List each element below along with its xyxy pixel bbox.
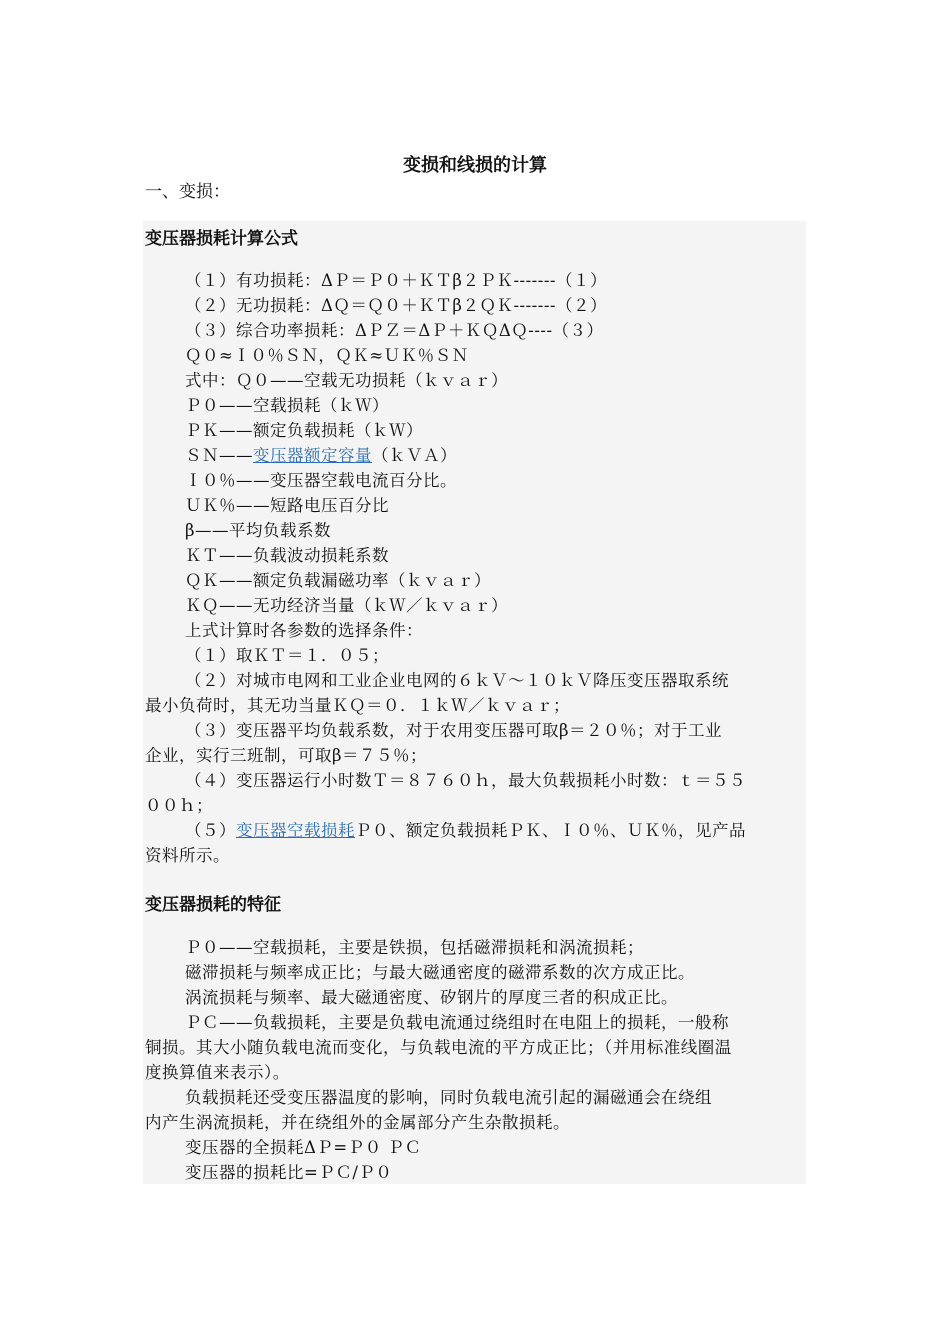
document-title: 变损和线损的计算 — [403, 155, 547, 176]
condition-line: （４）变压器运行小时数Ｔ＝８７６０ｈ，最大负载损耗小时数：ｔ＝５５ — [185, 771, 746, 790]
definition-line: ＫＴ——负载波动损耗系数 — [185, 546, 389, 565]
condition-line: 资料所示。 — [145, 846, 230, 865]
condition-line: 企业，实行三班制，可取β＝７５％； — [145, 746, 428, 765]
cond5-prefix: （５） — [185, 821, 236, 840]
definition-line: ＵＫ％——短路电压百分比 — [185, 496, 389, 515]
condition-line: （１）取ＫＴ＝１．０５； — [185, 646, 389, 665]
formula-line: 变压器的全损耗ΔＰ=Ｐ０ ＰＣ — [185, 1138, 422, 1157]
definition-line: Ｐ０——空载损耗（ｋＷ） — [185, 396, 389, 415]
formula-heading: 变压器损耗计算公式 — [145, 229, 298, 249]
formula-line: 变压器的损耗比=ＰＣ/Ｐ０ — [185, 1163, 393, 1182]
section-label: 一、变损： — [145, 182, 230, 202]
definition-line: β——平均负载系数 — [185, 521, 332, 540]
condition-line: （３）变压器平均负载系数，对于农用变压器可取β＝２０％；对于工业 — [185, 721, 723, 740]
condition-line: ００ｈ； — [145, 796, 213, 815]
condition-line: 最小负荷时，其无功当量ＫＱ＝０．１ｋＷ／ｋｖａｒ； — [145, 696, 570, 715]
paragraph-line: 涡流损耗与频率、最大磁通密度、矽钢片的厚度三者的积成正比。 — [185, 988, 678, 1007]
definition-line: ＫＱ——无功经济当量（ｋＷ／ｋｖａｒ） — [185, 596, 508, 615]
definition-line: Ｉ０％——变压器空载电流百分比。 — [185, 471, 457, 490]
characteristics-heading: 变压器损耗的特征 — [145, 895, 281, 915]
formula-line: （１）有功损耗：ΔＰ＝Ｐ０＋ＫＴβ２ＰＫ-------（１） — [185, 271, 607, 290]
condition-line-5 — [185, 818, 807, 843]
definition-line: ＰＫ——额定负载损耗（ｋＷ） — [185, 421, 423, 440]
condition-line: （２）对城市电网和工业企业电网的６ｋＶ～１０ｋＶ降压变压器取系统 — [185, 671, 729, 690]
paragraph-line: Ｐ０——空载损耗，主要是铁损，包括磁滞损耗和涡流损耗； — [185, 938, 644, 957]
no-load-loss-link[interactable]: 变压器空载损耗 — [236, 821, 355, 840]
sn-suffix: （ｋＶＡ） — [372, 446, 457, 465]
formula-line: Ｑ０≈Ｉ０％ＳＮ，ＱＫ≈ＵＫ％ＳＮ — [185, 346, 469, 365]
paragraph-line: 度换算值来表示）。 — [145, 1063, 290, 1082]
condition-intro: 上式计算时各参数的选择条件： — [185, 621, 423, 640]
sn-prefix: ＳＮ—— — [185, 446, 253, 465]
definition-line-sn — [185, 443, 807, 468]
paragraph-line: ＰＣ——负载损耗，主要是负载电流通过绕组时在电阻上的损耗，一般称 — [185, 1013, 729, 1032]
paragraph-line: 内产生涡流损耗，并在绕组外的金属部分产生杂散损耗。 — [145, 1113, 570, 1132]
formula-line: （３）综合功率损耗：ΔＰＺ＝ΔＰ＋ＫＱΔＱ----（３） — [185, 321, 604, 340]
cond5-suffix: Ｐ０、额定负载损耗ＰＫ、Ｉ０％、ＵＫ％，见产品 — [355, 821, 746, 840]
rated-capacity-link[interactable]: 变压器额定容量 — [253, 446, 372, 465]
paragraph-line: 铜损。其大小随负载电流而变化，与负载电流的平方成正比；（并用标准线圈温 — [145, 1038, 732, 1057]
formula-line: （２）无功损耗：ΔＱ＝Ｑ０＋ＫＴβ２ＱＫ-------（２） — [185, 296, 607, 315]
definition-line: 式中：Ｑ０——空载无功损耗（ｋｖａｒ） — [185, 371, 508, 390]
paragraph-line: 磁滞损耗与频率成正比；与最大磁通密度的磁滞系数的次方成正比。 — [185, 963, 695, 982]
paragraph-line: 负载损耗还受变压器温度的影响，同时负载电流引起的漏磁通会在绕组 — [185, 1088, 712, 1107]
definition-line: ＱＫ——额定负载漏磁功率（ｋｖａｒ） — [185, 571, 491, 590]
